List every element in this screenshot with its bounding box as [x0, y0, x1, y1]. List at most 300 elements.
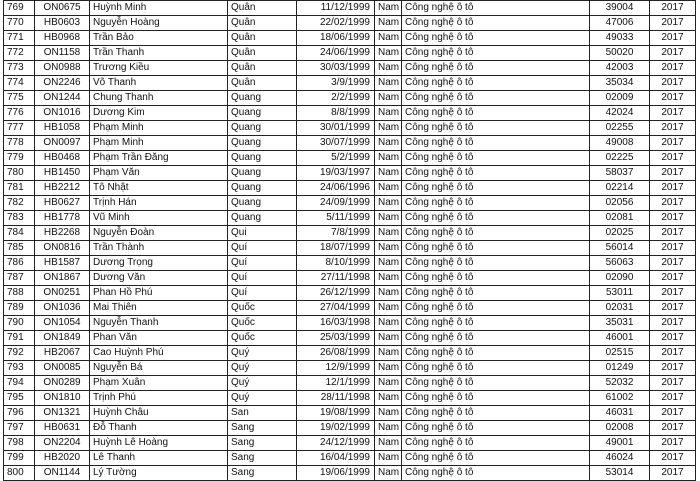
- table-row: [4, 91, 696, 106]
- first-name-cell: Quang: [228, 166, 297, 181]
- last-middle-name-cell: Nguyễn Thanh: [90, 316, 228, 331]
- date-of-birth-cell: 12/9/1999: [297, 361, 375, 376]
- row-number-cell: 794: [4, 376, 35, 391]
- student-code-cell: ON0675: [35, 1, 90, 16]
- first-name-cell: Quân: [228, 16, 297, 31]
- major-cell: Công nghệ ô tô: [402, 346, 590, 361]
- last-middle-name-cell: Vũ Minh: [90, 211, 228, 226]
- exam-code-cell: 46024: [590, 451, 650, 466]
- student-code-cell: ON1849: [35, 331, 90, 346]
- student-code-cell: ON1810: [35, 391, 90, 406]
- major-cell: Công nghệ ô tô: [402, 196, 590, 211]
- student-code-cell: HB0968: [35, 31, 90, 46]
- date-of-birth-cell: 30/03/1999: [297, 61, 375, 76]
- student-code-cell: ON1244: [35, 91, 90, 106]
- first-name-cell: Quang: [228, 211, 297, 226]
- exam-code-cell: 47006: [590, 16, 650, 31]
- first-name-cell: Quang: [228, 151, 297, 166]
- year-cell: 2017: [650, 226, 696, 241]
- last-middle-name-cell: Lý Tường: [90, 466, 228, 481]
- year-cell: 2017: [650, 391, 696, 406]
- last-middle-name-cell: Trần Bảo: [90, 31, 228, 46]
- gender-cell: Nam: [375, 256, 402, 271]
- student-code-cell: HB2067: [35, 346, 90, 361]
- year-cell: 2017: [650, 421, 696, 436]
- last-middle-name-cell: Tô Nhật: [90, 181, 228, 196]
- gender-cell: Nam: [375, 466, 402, 481]
- row-number-cell: 778: [4, 136, 35, 151]
- table-row: [4, 391, 696, 406]
- exam-code-cell: 56014: [590, 241, 650, 256]
- row-number-cell: 800: [4, 466, 35, 481]
- last-middle-name-cell: Dương Văn: [90, 271, 228, 286]
- major-cell: Công nghệ ô tô: [402, 406, 590, 421]
- date-of-birth-cell: 5/2/1999: [297, 151, 375, 166]
- year-cell: 2017: [650, 376, 696, 391]
- table-row: [4, 226, 696, 241]
- year-cell: 2017: [650, 361, 696, 376]
- year-cell: 2017: [650, 211, 696, 226]
- row-number-cell: 799: [4, 451, 35, 466]
- major-cell: Công nghệ ô tô: [402, 166, 590, 181]
- first-name-cell: Sang: [228, 436, 297, 451]
- table-row: [4, 406, 696, 421]
- year-cell: 2017: [650, 166, 696, 181]
- student-code-cell: HB0468: [35, 151, 90, 166]
- gender-cell: Nam: [375, 46, 402, 61]
- table-row: [4, 361, 696, 376]
- student-code-cell: ON0251: [35, 286, 90, 301]
- last-middle-name-cell: Huỳnh Châu: [90, 406, 228, 421]
- gender-cell: Nam: [375, 211, 402, 226]
- gender-cell: Nam: [375, 361, 402, 376]
- date-of-birth-cell: 28/11/1998: [297, 391, 375, 406]
- year-cell: 2017: [650, 271, 696, 286]
- table-row: [4, 241, 696, 256]
- exam-code-cell: 50020: [590, 46, 650, 61]
- last-middle-name-cell: Lê Thanh: [90, 451, 228, 466]
- table-row: [4, 136, 696, 151]
- first-name-cell: Quang: [228, 91, 297, 106]
- gender-cell: Nam: [375, 376, 402, 391]
- exam-code-cell: 52032: [590, 376, 650, 391]
- row-number-cell: 780: [4, 166, 35, 181]
- row-number-cell: 790: [4, 316, 35, 331]
- gender-cell: Nam: [375, 1, 402, 16]
- student-code-cell: HB1778: [35, 211, 90, 226]
- gender-cell: Nam: [375, 136, 402, 151]
- last-middle-name-cell: Huỳnh Minh: [90, 1, 228, 16]
- exam-code-cell: 02025: [590, 226, 650, 241]
- table-row: [4, 346, 696, 361]
- exam-code-cell: 01249: [590, 361, 650, 376]
- year-cell: 2017: [650, 436, 696, 451]
- year-cell: 2017: [650, 256, 696, 271]
- year-cell: 2017: [650, 331, 696, 346]
- exam-code-cell: 46001: [590, 331, 650, 346]
- exam-code-cell: 02031: [590, 301, 650, 316]
- first-name-cell: Sang: [228, 451, 297, 466]
- first-name-cell: Sang: [228, 466, 297, 481]
- year-cell: 2017: [650, 136, 696, 151]
- year-cell: 2017: [650, 466, 696, 481]
- student-code-cell: HB2268: [35, 226, 90, 241]
- row-number-cell: 788: [4, 286, 35, 301]
- year-cell: 2017: [650, 241, 696, 256]
- table-row: [4, 151, 696, 166]
- last-middle-name-cell: Trần Thanh: [90, 46, 228, 61]
- last-middle-name-cell: Phạm Minh: [90, 136, 228, 151]
- year-cell: 2017: [650, 121, 696, 136]
- last-middle-name-cell: Cao Huỳnh Phú: [90, 346, 228, 361]
- gender-cell: Nam: [375, 196, 402, 211]
- gender-cell: Nam: [375, 346, 402, 361]
- year-cell: 2017: [650, 61, 696, 76]
- table-row: [4, 1, 696, 16]
- table-body: [4, 1, 696, 481]
- exam-code-cell: 42024: [590, 106, 650, 121]
- exam-code-cell: 02090: [590, 271, 650, 286]
- major-cell: Công nghệ ô tô: [402, 361, 590, 376]
- table-row: [4, 211, 696, 226]
- year-cell: 2017: [650, 106, 696, 121]
- row-number-cell: 798: [4, 436, 35, 451]
- major-cell: Công nghệ ô tô: [402, 76, 590, 91]
- first-name-cell: Qui: [228, 226, 297, 241]
- gender-cell: Nam: [375, 406, 402, 421]
- table-row: [4, 76, 696, 91]
- table-row: [4, 331, 696, 346]
- row-number-cell: 791: [4, 331, 35, 346]
- major-cell: Công nghệ ô tô: [402, 61, 590, 76]
- row-number-cell: 781: [4, 181, 35, 196]
- date-of-birth-cell: 24/12/1999: [297, 436, 375, 451]
- student-code-cell: HB1587: [35, 256, 90, 271]
- last-middle-name-cell: Dương Trọng: [90, 256, 228, 271]
- last-middle-name-cell: Dương Kim: [90, 106, 228, 121]
- first-name-cell: Quý: [228, 346, 297, 361]
- major-cell: Công nghệ ô tô: [402, 211, 590, 226]
- row-number-cell: 789: [4, 301, 35, 316]
- year-cell: 2017: [650, 301, 696, 316]
- date-of-birth-cell: 18/07/1999: [297, 241, 375, 256]
- last-middle-name-cell: Trương Kiều: [90, 61, 228, 76]
- major-cell: Công nghệ ô tô: [402, 226, 590, 241]
- row-number-cell: 779: [4, 151, 35, 166]
- exam-code-cell: 61002: [590, 391, 650, 406]
- date-of-birth-cell: 2/2/1999: [297, 91, 375, 106]
- table-row: [4, 436, 696, 451]
- table-row: [4, 466, 696, 481]
- date-of-birth-cell: 19/06/1999: [297, 466, 375, 481]
- date-of-birth-cell: 18/06/1999: [297, 31, 375, 46]
- major-cell: Công nghệ ô tô: [402, 286, 590, 301]
- row-number-cell: 773: [4, 61, 35, 76]
- student-code-cell: HB1058: [35, 121, 90, 136]
- gender-cell: Nam: [375, 331, 402, 346]
- major-cell: Công nghệ ô tô: [402, 331, 590, 346]
- gender-cell: Nam: [375, 421, 402, 436]
- gender-cell: Nam: [375, 181, 402, 196]
- first-name-cell: Quí: [228, 241, 297, 256]
- last-middle-name-cell: Phan Văn: [90, 331, 228, 346]
- date-of-birth-cell: 24/06/1999: [297, 46, 375, 61]
- table-row: [4, 46, 696, 61]
- first-name-cell: Quang: [228, 196, 297, 211]
- student-code-cell: ON1036: [35, 301, 90, 316]
- gender-cell: Nam: [375, 121, 402, 136]
- exam-code-cell: 02056: [590, 196, 650, 211]
- first-name-cell: Quý: [228, 361, 297, 376]
- last-middle-name-cell: Phạm Minh: [90, 121, 228, 136]
- first-name-cell: Quang: [228, 136, 297, 151]
- last-middle-name-cell: Phạm Văn: [90, 166, 228, 181]
- year-cell: 2017: [650, 451, 696, 466]
- last-middle-name-cell: Nguyễn Hoàng: [90, 16, 228, 31]
- last-middle-name-cell: Trịnh Hán: [90, 196, 228, 211]
- major-cell: Công nghệ ô tô: [402, 31, 590, 46]
- table-row: [4, 196, 696, 211]
- table-row: [4, 256, 696, 271]
- gender-cell: Nam: [375, 61, 402, 76]
- first-name-cell: Quang: [228, 106, 297, 121]
- year-cell: 2017: [650, 316, 696, 331]
- student-code-cell: HB2020: [35, 451, 90, 466]
- date-of-birth-cell: 22/02/1999: [297, 16, 375, 31]
- row-number-cell: 786: [4, 256, 35, 271]
- row-number-cell: 784: [4, 226, 35, 241]
- major-cell: Công nghệ ô tô: [402, 121, 590, 136]
- gender-cell: Nam: [375, 286, 402, 301]
- last-middle-name-cell: Chung Thanh: [90, 91, 228, 106]
- student-code-cell: ON2246: [35, 76, 90, 91]
- gender-cell: Nam: [375, 241, 402, 256]
- student-code-cell: ON1016: [35, 106, 90, 121]
- table-row: [4, 286, 696, 301]
- gender-cell: Nam: [375, 76, 402, 91]
- major-cell: Công nghệ ô tô: [402, 436, 590, 451]
- gender-cell: Nam: [375, 436, 402, 451]
- gender-cell: Nam: [375, 31, 402, 46]
- exam-code-cell: 49008: [590, 136, 650, 151]
- table-row: [4, 451, 696, 466]
- exam-code-cell: 58037: [590, 166, 650, 181]
- major-cell: Công nghệ ô tô: [402, 136, 590, 151]
- date-of-birth-cell: 19/08/1999: [297, 406, 375, 421]
- year-cell: 2017: [650, 16, 696, 31]
- year-cell: 2017: [650, 31, 696, 46]
- last-middle-name-cell: Nguyễn Đoàn: [90, 226, 228, 241]
- student-code-cell: HB1450: [35, 166, 90, 181]
- exam-code-cell: 35031: [590, 316, 650, 331]
- major-cell: Công nghệ ô tô: [402, 391, 590, 406]
- table-row: [4, 166, 696, 181]
- exam-code-cell: 53014: [590, 466, 650, 481]
- student-code-cell: ON1158: [35, 46, 90, 61]
- exam-code-cell: 49001: [590, 436, 650, 451]
- year-cell: 2017: [650, 196, 696, 211]
- row-number-cell: 785: [4, 241, 35, 256]
- date-of-birth-cell: 5/11/1999: [297, 211, 375, 226]
- student-code-cell: ON0097: [35, 136, 90, 151]
- date-of-birth-cell: 19/02/1999: [297, 421, 375, 436]
- major-cell: Công nghệ ô tô: [402, 106, 590, 121]
- first-name-cell: Quân: [228, 76, 297, 91]
- student-code-cell: ON0988: [35, 61, 90, 76]
- table-row: [4, 106, 696, 121]
- last-middle-name-cell: Phạm Trần Đăng: [90, 151, 228, 166]
- exam-code-cell: 02255: [590, 121, 650, 136]
- row-number-cell: 777: [4, 121, 35, 136]
- major-cell: Công nghệ ô tô: [402, 16, 590, 31]
- first-name-cell: Quốc: [228, 331, 297, 346]
- exam-code-cell: 49033: [590, 31, 650, 46]
- first-name-cell: Quân: [228, 46, 297, 61]
- last-middle-name-cell: Mai Thiên: [90, 301, 228, 316]
- exam-code-cell: 02008: [590, 421, 650, 436]
- date-of-birth-cell: 8/10/1999: [297, 256, 375, 271]
- row-number-cell: 776: [4, 106, 35, 121]
- date-of-birth-cell: 16/04/1999: [297, 451, 375, 466]
- major-cell: Công nghệ ô tô: [402, 256, 590, 271]
- first-name-cell: Quân: [228, 61, 297, 76]
- student-code-cell: HB0603: [35, 16, 90, 31]
- last-middle-name-cell: Huỳnh Lê Hoàng: [90, 436, 228, 451]
- year-cell: 2017: [650, 1, 696, 16]
- row-number-cell: 782: [4, 196, 35, 211]
- exam-code-cell: 02515: [590, 346, 650, 361]
- student-code-cell: ON2204: [35, 436, 90, 451]
- gender-cell: Nam: [375, 151, 402, 166]
- row-number-cell: 783: [4, 211, 35, 226]
- year-cell: 2017: [650, 406, 696, 421]
- date-of-birth-cell: 19/03/1997: [297, 166, 375, 181]
- major-cell: Công nghệ ô tô: [402, 181, 590, 196]
- table-row: [4, 301, 696, 316]
- first-name-cell: Quý: [228, 376, 297, 391]
- year-cell: 2017: [650, 46, 696, 61]
- student-code-cell: ON1144: [35, 466, 90, 481]
- gender-cell: Nam: [375, 91, 402, 106]
- year-cell: 2017: [650, 91, 696, 106]
- student-code-cell: ON0289: [35, 376, 90, 391]
- table-row: [4, 376, 696, 391]
- gender-cell: Nam: [375, 301, 402, 316]
- exam-code-cell: 39004: [590, 1, 650, 16]
- row-number-cell: 787: [4, 271, 35, 286]
- exam-code-cell: 46031: [590, 406, 650, 421]
- row-number-cell: 774: [4, 76, 35, 91]
- first-name-cell: Quốc: [228, 301, 297, 316]
- major-cell: Công nghệ ô tô: [402, 451, 590, 466]
- last-middle-name-cell: Phan Hồ Phú: [90, 286, 228, 301]
- row-number-cell: 795: [4, 391, 35, 406]
- student-code-cell: ON0085: [35, 361, 90, 376]
- exam-code-cell: 02214: [590, 181, 650, 196]
- exam-code-cell: 02225: [590, 151, 650, 166]
- major-cell: Công nghệ ô tô: [402, 91, 590, 106]
- year-cell: 2017: [650, 151, 696, 166]
- first-name-cell: San: [228, 406, 297, 421]
- date-of-birth-cell: 25/03/1999: [297, 331, 375, 346]
- row-number-cell: 771: [4, 31, 35, 46]
- first-name-cell: Quốc: [228, 316, 297, 331]
- row-number-cell: 792: [4, 346, 35, 361]
- date-of-birth-cell: 26/12/1999: [297, 286, 375, 301]
- table-row: [4, 16, 696, 31]
- major-cell: Công nghệ ô tô: [402, 151, 590, 166]
- last-middle-name-cell: Trần Thành: [90, 241, 228, 256]
- student-code-cell: HB2212: [35, 181, 90, 196]
- major-cell: Công nghệ ô tô: [402, 241, 590, 256]
- student-code-cell: ON1321: [35, 406, 90, 421]
- student-list-table: [3, 0, 696, 481]
- major-cell: Công nghệ ô tô: [402, 376, 590, 391]
- major-cell: Công nghệ ô tô: [402, 316, 590, 331]
- date-of-birth-cell: 24/09/1999: [297, 196, 375, 211]
- student-code-cell: HB0627: [35, 196, 90, 211]
- exam-code-cell: 35034: [590, 76, 650, 91]
- date-of-birth-cell: 30/01/1999: [297, 121, 375, 136]
- date-of-birth-cell: 8/8/1999: [297, 106, 375, 121]
- gender-cell: Nam: [375, 166, 402, 181]
- date-of-birth-cell: 30/07/1999: [297, 136, 375, 151]
- table-row: [4, 121, 696, 136]
- exam-code-cell: 56063: [590, 256, 650, 271]
- gender-cell: Nam: [375, 106, 402, 121]
- exam-code-cell: 53011: [590, 286, 650, 301]
- student-code-cell: ON0816: [35, 241, 90, 256]
- row-number-cell: 770: [4, 16, 35, 31]
- first-name-cell: Quý: [228, 391, 297, 406]
- first-name-cell: Quân: [228, 1, 297, 16]
- row-number-cell: 772: [4, 46, 35, 61]
- table-row: [4, 421, 696, 436]
- date-of-birth-cell: 27/11/1998: [297, 271, 375, 286]
- student-code-cell: ON1054: [35, 316, 90, 331]
- exam-code-cell: 42003: [590, 61, 650, 76]
- date-of-birth-cell: 27/04/1999: [297, 301, 375, 316]
- student-code-cell: HB0631: [35, 421, 90, 436]
- first-name-cell: Quang: [228, 121, 297, 136]
- date-of-birth-cell: 11/12/1999: [297, 1, 375, 16]
- year-cell: 2017: [650, 76, 696, 91]
- date-of-birth-cell: 16/03/1998: [297, 316, 375, 331]
- last-middle-name-cell: Đỗ Thanh: [90, 421, 228, 436]
- date-of-birth-cell: 12/1/1999: [297, 376, 375, 391]
- table-row: [4, 316, 696, 331]
- year-cell: 2017: [650, 181, 696, 196]
- last-middle-name-cell: Võ Thanh: [90, 76, 228, 91]
- student-code-cell: ON1867: [35, 271, 90, 286]
- gender-cell: Nam: [375, 16, 402, 31]
- major-cell: Công nghệ ô tô: [402, 466, 590, 481]
- gender-cell: Nam: [375, 391, 402, 406]
- first-name-cell: Quí: [228, 286, 297, 301]
- gender-cell: Nam: [375, 451, 402, 466]
- table-row: [4, 61, 696, 76]
- row-number-cell: 796: [4, 406, 35, 421]
- date-of-birth-cell: 24/06/1996: [297, 181, 375, 196]
- exam-code-cell: 02009: [590, 91, 650, 106]
- table-row: [4, 271, 696, 286]
- table-row: [4, 181, 696, 196]
- first-name-cell: Sang: [228, 421, 297, 436]
- year-cell: 2017: [650, 286, 696, 301]
- gender-cell: Nam: [375, 226, 402, 241]
- first-name-cell: Quang: [228, 181, 297, 196]
- table-row: [4, 31, 696, 46]
